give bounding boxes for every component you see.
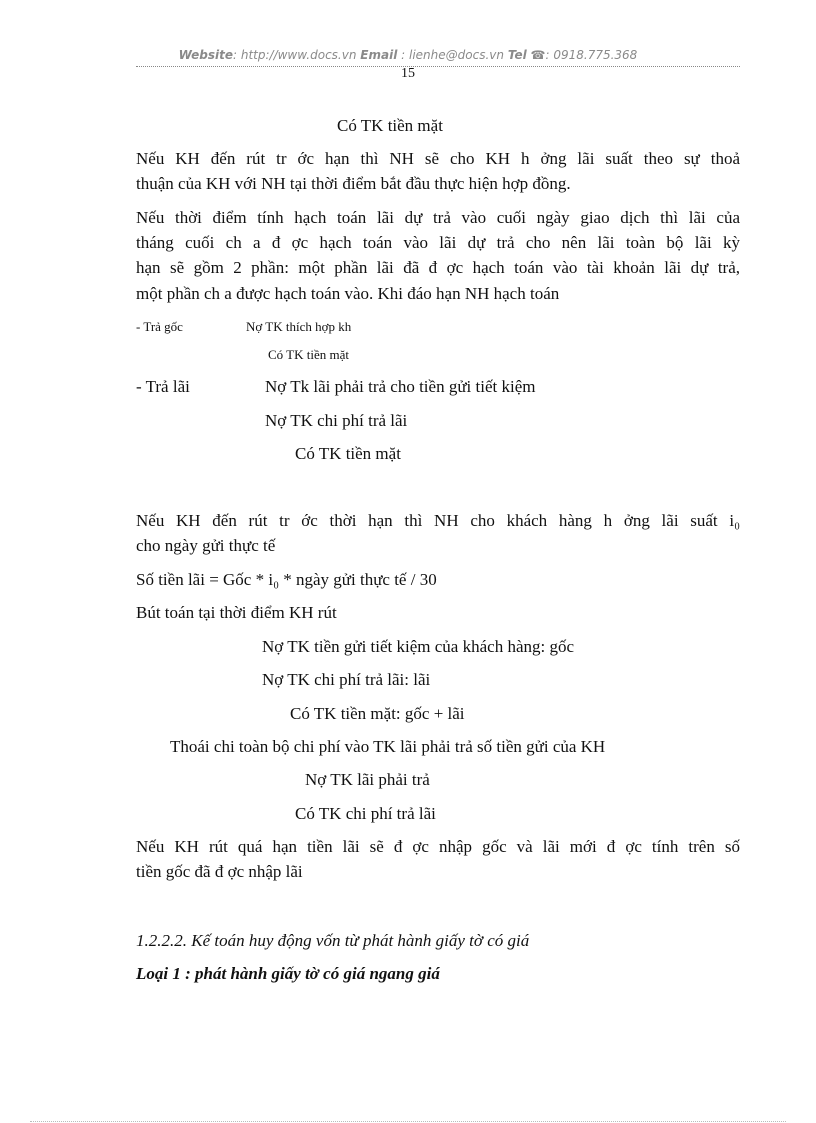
- page-header: [0, 48, 816, 62]
- tra-goc-credit: Có TK tiền mặt: [268, 347, 350, 362]
- text-line: Có TK tiền mặt: [337, 116, 443, 135]
- entry-credit: Có TK tiền mặt: gốc + lãi: [290, 704, 465, 723]
- entry-debit-1: Nợ TK tiền gửi tiết kiệm của khách hàng: gốc: [262, 637, 575, 656]
- paragraph-line: hạn sẽ gồm 2 phần: một phần lãi đã đ ợc hạch toán vào tài khoản lãi dự trả,: [136, 258, 740, 277]
- paragraph-line: Nếu KH đến rút tr ớc hạn thì NH sẽ cho KH h ởng lãi suất theo sự thoả: [136, 149, 740, 168]
- website-value: : http://www.docs.vn: [233, 48, 357, 62]
- paragraph-line: thuận của KH với NH tại thời điểm bắt đầu thực hiện hợp đồng.: [136, 174, 571, 193]
- tra-lai-label: - Trả lãi: [136, 377, 190, 396]
- reversal-credit: Có TK chi phí trả lãi: [295, 804, 436, 823]
- tra-lai-credit: Có TK tiền mặt: [295, 444, 401, 463]
- tra-goc-debit: Nợ TK thích hợp kh: [246, 319, 352, 334]
- tel-label: Tel: [507, 48, 527, 62]
- tra-lai-debit-2: Nợ TK chi phí trả lãi: [265, 411, 408, 430]
- subheading: Loại 1 : phát hành giấy tờ có giá ngang giá: [136, 964, 440, 983]
- text-line: Thoái chi toàn bộ chi phí vào TK lãi phải trả số tiền gửi của KH: [170, 737, 606, 756]
- paragraph-line: Nếu KH rút quá hạn tiền lãi sẽ đ ợc nhập gốc và lãi mới đ ợc tính trên số: [136, 837, 740, 856]
- tra-goc-label: - Trả gốc: [136, 319, 183, 334]
- tel-value: : 0918.775.368: [545, 48, 638, 62]
- paragraph-line: tiền gốc đã đ ợc nhập lãi: [136, 862, 303, 881]
- tra-lai-debit-1: Nợ Tk lãi phải trả cho tiền gửi tiết kiệm: [265, 377, 536, 396]
- paragraph-line: Nếu KH đến rút tr ớc thời hạn thì NH cho khách hàng h ởng lãi suất i₀: [136, 511, 740, 530]
- text-line: Bút toán tại thời điểm KH rút: [136, 603, 337, 622]
- website-label: Website: [178, 48, 233, 62]
- entry-debit-2: Nợ TK chi phí trả lãi: lãi: [262, 670, 431, 689]
- paragraph-line: Nếu thời điểm tính hạch toán lãi dự trả vào cuối ngày giao dịch thì lãi của: [136, 208, 740, 227]
- phone-icon: ☎: [530, 48, 546, 62]
- paragraph-line: tháng cuối ch a đ ợc hạch toán vào lãi dự trả cho nên lãi toàn bộ lãi kỳ: [136, 233, 740, 252]
- footer-rule: [30, 1121, 786, 1122]
- paragraph-line: cho ngày gửi thực tế: [136, 536, 276, 555]
- paragraph-line: một phần ch a được hạch toán vào. Khi đáo hạn NH hạch toán: [136, 284, 560, 303]
- formula-line: Số tiền lãi = Gốc * i₀ * ngày gửi thực tế / 30: [136, 570, 437, 589]
- email-value: : lienhe@docs.vn: [401, 48, 504, 62]
- reversal-debit: Nợ TK lãi phải trả: [305, 770, 430, 789]
- page-number: 15: [401, 66, 415, 81]
- section-heading: 1.2.2.2. Kế toán huy động vốn từ phát hành giấy tờ có giá: [136, 931, 530, 950]
- email-label: Email: [360, 48, 398, 62]
